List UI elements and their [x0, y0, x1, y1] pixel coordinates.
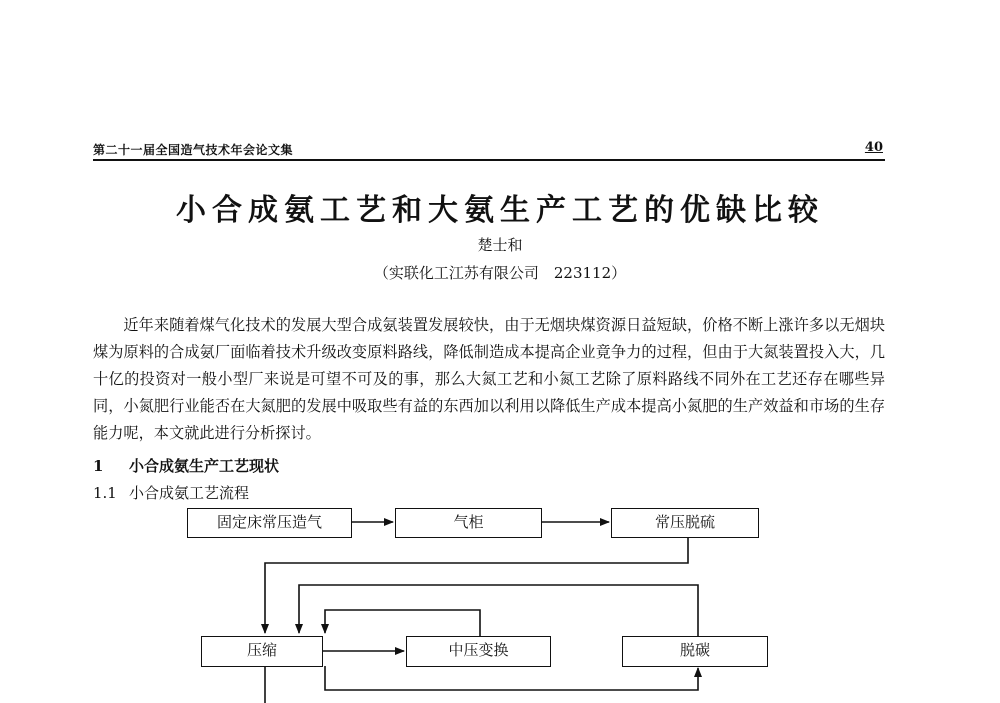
section-title: 小合成氨生产工艺现状 [129, 457, 280, 475]
flow-box-gasification: 固定床常压造气 [187, 508, 352, 538]
affiliation: （实联化工江苏有限公司 223112） [373, 264, 627, 282]
arrow-compression-to-decarbonization [325, 666, 698, 690]
flow-box-shift-conversion: 中压变换 [406, 636, 551, 667]
flow-box-desulfurization: 常压脱硫 [611, 508, 759, 538]
page-number: 40 [864, 140, 883, 155]
section-number: 1 [93, 457, 104, 475]
journal-title: 第二十一届全国造气技术年会论文集 [93, 143, 294, 157]
flow-box-gas-holder: 气柜 [395, 508, 542, 538]
arrow-shift-return-to-compression [325, 610, 480, 636]
flow-box-decarbonization: 脱碳 [622, 636, 768, 667]
author: 楚士和 [477, 236, 523, 254]
flow-box-compression: 压缩 [201, 636, 323, 667]
subsection-title: 小合成氨工艺流程 [129, 484, 250, 502]
subsection-number: 1.1 [93, 484, 117, 502]
abstract-paragraph: 近年来随着煤气化技术的发展大型合成氨装置发展较快，由于无烟块煤资源日益短缺，价格不断上涨许多以无烟块煤为原料的合成氨厂面临着技术升级改变原料路线，降低制造成本提高企业竟争力的过程，但由于大氮装置投入大，几十亿的投资对一般小型厂来说是可望不可及的事，那么大氮工艺和小氮工艺除了原料路线不同外在工艺还存在哪些异同，小氮肥行业能否在大氮肥的发展中吸取些有益的东西加以利用以降低生产成本提高小氮肥的生产效益和市场的生存能力呢，本文就此进行分析探讨。 [93, 316, 885, 442]
paper-title: 小合成氨工艺和大氨生产工艺的优缺比较 [176, 193, 824, 228]
